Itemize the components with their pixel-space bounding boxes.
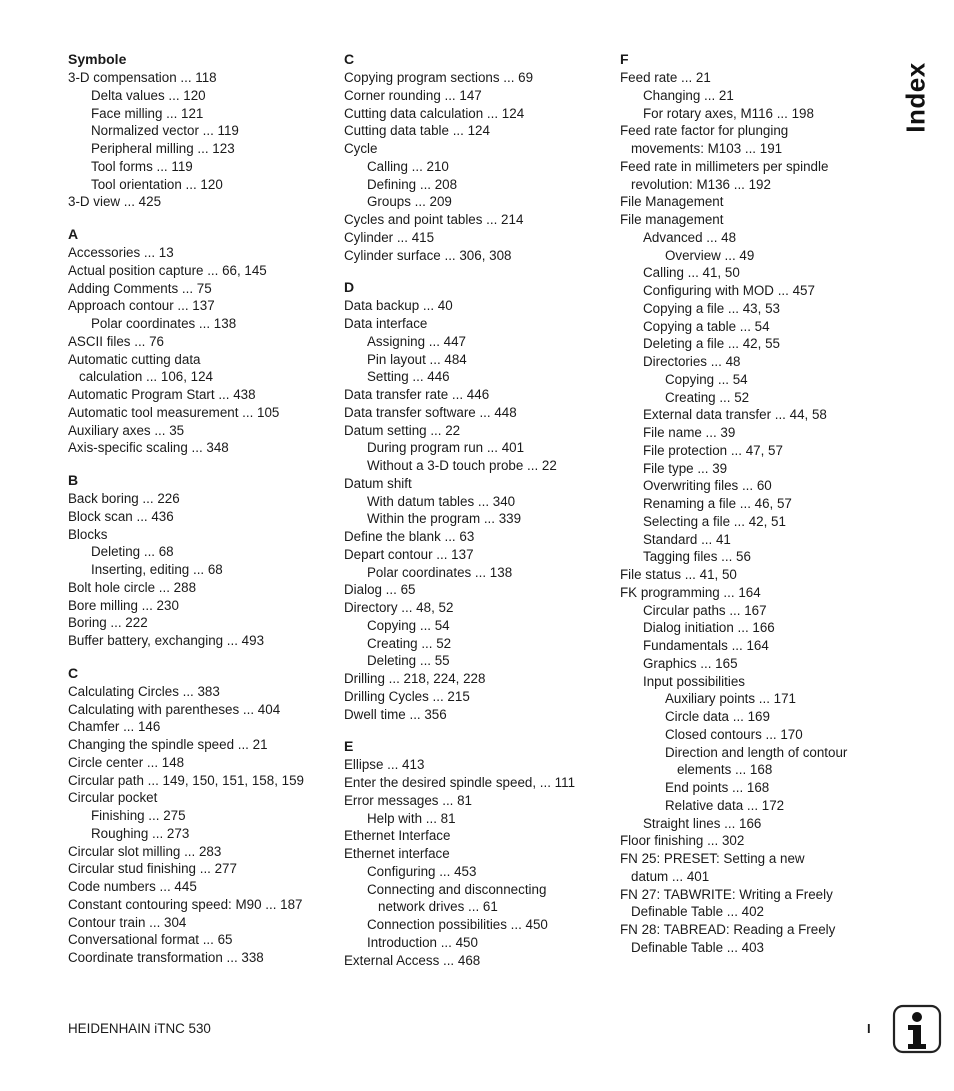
index-subentry: Overwriting files ... 60 xyxy=(643,478,772,494)
index-entry: FK programming ... 164 xyxy=(620,584,761,600)
index-subentry: Pin layout ... 484 xyxy=(367,351,467,367)
index-entry: Copying program sections ... 69 xyxy=(344,70,534,85)
index-letter-heading: D xyxy=(344,279,355,296)
index-subentry: Tool forms ... 119 xyxy=(91,158,193,174)
index-entry: Blocks xyxy=(68,526,108,542)
index-subentry: Peripheral milling ... 123 xyxy=(91,141,235,156)
index-subentry: End points ... 168 xyxy=(665,780,770,795)
index-entry: Cylinder surface ... 306, 308 xyxy=(344,247,512,263)
index-subentry: Setting ... 446 xyxy=(367,369,450,385)
index-subentry: Copying a file ... 43, 53 xyxy=(643,300,780,316)
index-entry: Back boring ... 226 xyxy=(68,491,180,506)
index-subentry: Normalized vector ... 119 xyxy=(91,123,239,139)
index-subentry: Circular paths ... 167 xyxy=(643,602,767,618)
index-entry: Datum shift xyxy=(344,475,412,491)
index-letter-heading: B xyxy=(68,472,79,488)
index-subentry: Calling ... 41, 50 xyxy=(643,265,740,281)
index-subentry: With datum tables ... 340 xyxy=(367,493,516,509)
index-subentry: Tagging files ... 56 xyxy=(643,549,751,565)
index-subentry: Within the program ... 339 xyxy=(367,511,522,527)
index-subentry: Configuring with MOD ... 457 xyxy=(643,283,815,298)
index-entry: Data transfer rate ... 446 xyxy=(344,387,490,402)
index-subentry: Polar coordinates ... 138 xyxy=(367,564,513,580)
index-subentry: calculation ... 106, 124 xyxy=(79,369,213,385)
index-subentry: Delta values ... 120 xyxy=(91,87,206,103)
index-subentry: Relative data ... 172 xyxy=(665,797,785,813)
index-subentry: Polar coordinates ... 138 xyxy=(91,316,237,331)
index-entry: Ellipse ... 413 xyxy=(344,757,425,773)
index-entry: FN 28: TABREAD: Reading a Freely xyxy=(620,922,836,937)
index-subentry: File name ... 39 xyxy=(643,425,736,440)
index-subentry: Standard ... 41 xyxy=(643,531,731,547)
index-entry: Calculating Circles ... 383 xyxy=(68,683,220,699)
index-entry: Circular path ... 149, 150, 151, 158, 159 xyxy=(68,772,304,788)
index-subentry: Definable Table ... 403 xyxy=(631,939,765,955)
index-subentry: Tool orientation ... 120 xyxy=(91,176,223,192)
index-subentry: Graphics ... 165 xyxy=(643,655,738,671)
index-subentry: Roughing ... 273 xyxy=(91,825,190,841)
index-entry: Bolt hole circle ... 288 xyxy=(68,579,197,595)
index-column-1 xyxy=(68,48,338,967)
index-entry: Drilling Cycles ... 215 xyxy=(344,688,470,704)
index-subentry: Definable Table ... 402 xyxy=(631,904,765,920)
index-entry: Block scan ... 436 xyxy=(68,508,174,524)
index-entry: File management xyxy=(620,212,724,227)
index-entry: Dialog ... 65 xyxy=(344,582,416,598)
index-subentry: Calling ... 210 xyxy=(367,158,449,174)
index-subentry: Without a 3-D touch probe ... 22 xyxy=(367,458,557,473)
index-entry: Constant contouring speed: M90 ... 187 xyxy=(68,896,303,912)
index-subentry: For rotary axes, M116 ... 198 xyxy=(643,105,814,121)
index-entry: Data interface xyxy=(344,316,428,331)
index-entry: Cutting data table ... 124 xyxy=(344,123,490,139)
index-subentry: Finishing ... 275 xyxy=(91,808,186,823)
index-entry: Enter the desired spindle speed, ... 111 xyxy=(344,775,576,790)
index-entry: Approach contour ... 137 xyxy=(68,298,215,314)
index-entry: Code numbers ... 445 xyxy=(68,879,197,894)
index-subentry: Creating ... 52 xyxy=(367,635,452,651)
index-entry: FN 27: TABWRITE: Writing a Freely xyxy=(620,886,833,902)
index-subentry: Directories ... 48 xyxy=(643,354,741,369)
index-subentry: Straight lines ... 166 xyxy=(643,815,762,831)
index-entry: Accessories ... 13 xyxy=(68,245,174,260)
page-number: I xyxy=(867,1021,871,1036)
index-entry: 3-D view ... 425 xyxy=(68,194,162,210)
index-subentry: Fundamentals ... 164 xyxy=(643,638,769,653)
index-entry: Automatic cutting data xyxy=(68,351,201,367)
index-entry: Circular stud finishing ... 277 xyxy=(68,861,237,877)
index-subentry: Copying ... 54 xyxy=(665,371,748,387)
index-subentry: Deleting ... 55 xyxy=(367,653,450,669)
index-entry: Feed rate in millimeters per spindle xyxy=(620,158,829,174)
index-entry: Cycle xyxy=(344,141,378,156)
index-entry: Ethernet interface xyxy=(344,846,450,861)
index-entry: Contour train ... 304 xyxy=(68,914,187,930)
index-entry: Error messages ... 81 xyxy=(344,792,473,808)
info-icon xyxy=(892,1004,942,1054)
index-subentry: Face milling ... 121 xyxy=(91,105,204,121)
index-entry: Buffer battery, exchanging ... 493 xyxy=(68,633,265,648)
index-entry: Cylinder ... 415 xyxy=(344,229,435,245)
index-subentry: Configuring ... 453 xyxy=(367,863,477,879)
index-entry: Circular pocket xyxy=(68,790,158,806)
index-subentry: File type ... 39 xyxy=(643,460,728,476)
index-entry: Floor finishing ... 302 xyxy=(620,833,745,849)
index-entry: Auxiliary axes ... 35 xyxy=(68,422,185,438)
index-entry: Data backup ... 40 xyxy=(344,298,453,314)
index-subentry: Groups ... 209 xyxy=(367,194,452,210)
index-entry: Axis-specific scaling ... 348 xyxy=(68,440,229,456)
index-letter-heading: C xyxy=(344,51,355,67)
index-entry: Boring ... 222 xyxy=(68,615,148,631)
index-subentry: network drives ... 61 xyxy=(378,899,498,915)
index-entry: Dwell time ... 356 xyxy=(344,706,447,722)
index-subentry: datum ... 401 xyxy=(631,868,710,884)
index-entry: File status ... 41, 50 xyxy=(620,567,737,582)
index-subentry: Deleting ... 68 xyxy=(91,544,174,560)
index-subentry: Help with ... 81 xyxy=(367,810,456,826)
index-column-3 xyxy=(620,48,882,957)
index-letter-heading: A xyxy=(68,226,79,242)
index-subentry: Assigning ... 447 xyxy=(367,333,467,349)
index-subentry: Selecting a file ... 42, 51 xyxy=(643,513,786,529)
index-subentry: Deleting a file ... 42, 55 xyxy=(643,336,780,352)
index-entry: Corner rounding ... 147 xyxy=(344,87,482,103)
index-subentry: movements: M103 ... 191 xyxy=(631,141,783,156)
index-subentry: During program run ... 401 xyxy=(367,440,525,456)
index-subentry: Overview ... 49 xyxy=(665,247,755,263)
index-subentry: Renaming a file ... 46, 57 xyxy=(643,496,792,511)
index-entry: Feed rate factor for plunging xyxy=(620,123,789,139)
index-letter-heading: E xyxy=(344,738,354,755)
index-entry: Changing the spindle speed ... 21 xyxy=(68,737,268,752)
index-entry: Chamfer ... 146 xyxy=(68,719,161,735)
footer-product-name: HEIDENHAIN iTNC 530 xyxy=(68,1021,211,1036)
index-entry: Automatic tool measurement ... 105 xyxy=(68,404,280,420)
index-entry: Circular slot milling ... 283 xyxy=(68,843,222,859)
index-subentry: elements ... 168 xyxy=(677,762,773,778)
index-subentry: Direction and length of contour xyxy=(665,744,848,760)
index-subentry: External data transfer ... 44, 58 xyxy=(643,407,827,423)
index-entry: Circle center ... 148 xyxy=(68,754,185,770)
index-subentry: Advanced ... 48 xyxy=(643,229,737,245)
index-subentry: revolution: M136 ... 192 xyxy=(631,176,771,192)
index-entry: FN 25: PRESET: Setting a new xyxy=(620,851,805,866)
index-entry: Actual position capture ... 66, 145 xyxy=(68,262,267,278)
index-entry: Define the blank ... 63 xyxy=(344,529,475,544)
index-entry: Directory ... 48, 52 xyxy=(344,600,454,615)
index-subentry: Creating ... 52 xyxy=(665,389,750,405)
index-letter-heading: F xyxy=(620,51,629,67)
index-subentry: Introduction ... 450 xyxy=(367,934,478,950)
index-entry: Feed rate ... 21 xyxy=(620,70,711,85)
index-subentry: Changing ... 21 xyxy=(643,87,734,103)
index-entry: Calculating with parentheses ... 404 xyxy=(68,701,281,717)
side-title-text: Index xyxy=(900,62,931,133)
index-entry: Data transfer software ... 448 xyxy=(344,404,517,420)
index-entry: Conversational format ... 65 xyxy=(68,932,233,948)
index-subentry: Circle data ... 169 xyxy=(665,709,770,724)
index-entry: Drilling ... 218, 224, 228 xyxy=(344,671,486,686)
index-subentry: Connection possibilities ... 450 xyxy=(367,917,548,932)
index-entry: Automatic Program Start ... 438 xyxy=(68,387,256,402)
index-entry: Coordinate transformation ... 338 xyxy=(68,950,264,965)
index-subentry: Auxiliary points ... 171 xyxy=(665,691,796,707)
index-entry: 3-D compensation ... 118 xyxy=(68,70,217,85)
index-subentry: Defining ... 208 xyxy=(367,176,458,192)
index-entry: Bore milling ... 230 xyxy=(68,597,179,613)
index-entry: Datum setting ... 22 xyxy=(344,422,461,438)
index-subentry: Copying ... 54 xyxy=(367,617,450,633)
index-entry: Cutting data calculation ... 124 xyxy=(344,105,525,121)
index-subentry: File protection ... 47, 57 xyxy=(643,442,783,458)
index-entry: File Management xyxy=(620,194,724,210)
index-letter-heading: Symbole xyxy=(68,51,127,67)
index-subentry: Input possibilities xyxy=(643,673,745,689)
index-entry: Cycles and point tables ... 214 xyxy=(344,212,524,227)
index-entry: Ethernet Interface xyxy=(344,828,451,844)
index-subentry: Connecting and disconnecting xyxy=(367,881,547,897)
side-title xyxy=(900,52,931,133)
index-letter-heading: C xyxy=(68,664,79,681)
index-subentry: Inserting, editing ... 68 xyxy=(91,562,223,577)
index-subentry: Closed contours ... 170 xyxy=(665,726,803,742)
index-entry: ASCII files ... 76 xyxy=(68,333,165,349)
index-entry: Adding Comments ... 75 xyxy=(68,280,212,296)
index-entry: Depart contour ... 137 xyxy=(344,546,474,562)
index-subentry: Dialog initiation ... 166 xyxy=(643,620,775,636)
index-column-2 xyxy=(344,48,614,969)
index-entry: External Access ... 468 xyxy=(344,952,481,968)
index-subentry: Copying a table ... 54 xyxy=(643,318,770,334)
